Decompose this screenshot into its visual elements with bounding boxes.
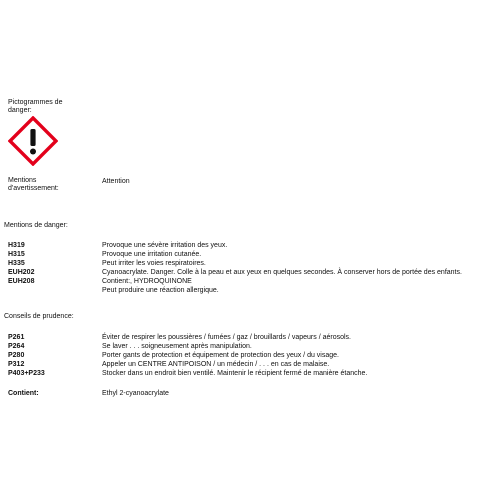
- precaution-code: P280: [8, 352, 25, 359]
- precaution-text: Appeler un CENTRE ANTIPOISON / un médecin / . . . en cas de malaise.: [102, 361, 330, 368]
- hazard-text: Peut produire une réaction allergique.: [102, 287, 219, 294]
- hazard-code: EUH202: [8, 269, 35, 276]
- precaution-code: P261: [8, 334, 25, 341]
- precautionary-statements-heading: Conseils de prudence:: [4, 313, 74, 320]
- pictogram-label: Pictogrammes de danger:: [8, 99, 63, 114]
- exclamation-mark-hazard-icon: [8, 116, 58, 166]
- hazard-text: Provoque une irritation cutanée.: [102, 251, 202, 258]
- hazard-code: H335: [8, 260, 25, 267]
- hazard-code: H319: [8, 242, 25, 249]
- precaution-text: Se laver . . . soigneusement après manipulation.: [102, 343, 252, 350]
- contains-label: Contient:: [8, 390, 39, 397]
- hazard-statements-heading: Mentions de danger:: [4, 222, 68, 229]
- hazard-text: Provoque une sévère irritation des yeux.: [102, 242, 228, 249]
- hazard-text: Cyanoacrylate. Danger. Colle à la peau et aux yeux en quelques secondes. À conserver hors de portée des enfants.: [102, 269, 462, 276]
- precaution-code: P403+P233: [8, 370, 45, 377]
- hazard-text: Contient:, HYDROQUINONE: [102, 278, 192, 285]
- contains-value: Ethyl 2-cyanoacrylate: [102, 390, 169, 397]
- precaution-code: P312: [8, 361, 25, 368]
- precaution-text: Stocker dans un endroit bien ventilé. Maintenir le récipient fermé de manière étanche.: [102, 370, 368, 377]
- signal-word-value: Attention: [102, 178, 130, 185]
- hazard-code: H315: [8, 251, 25, 258]
- signal-word-label: Mentions d'avertissement:: [8, 177, 59, 192]
- precaution-text: Porter gants de protection et équipement de protection des yeux / du visage.: [102, 352, 339, 359]
- precaution-code: P264: [8, 343, 25, 350]
- hazard-code: EUH208: [8, 278, 35, 285]
- hazard-text: Peut irriter les voies respiratoires.: [102, 260, 206, 267]
- precaution-text: Éviter de respirer les poussières / fumées / gaz / brouillards / vapeurs / aérosols.: [102, 334, 351, 341]
